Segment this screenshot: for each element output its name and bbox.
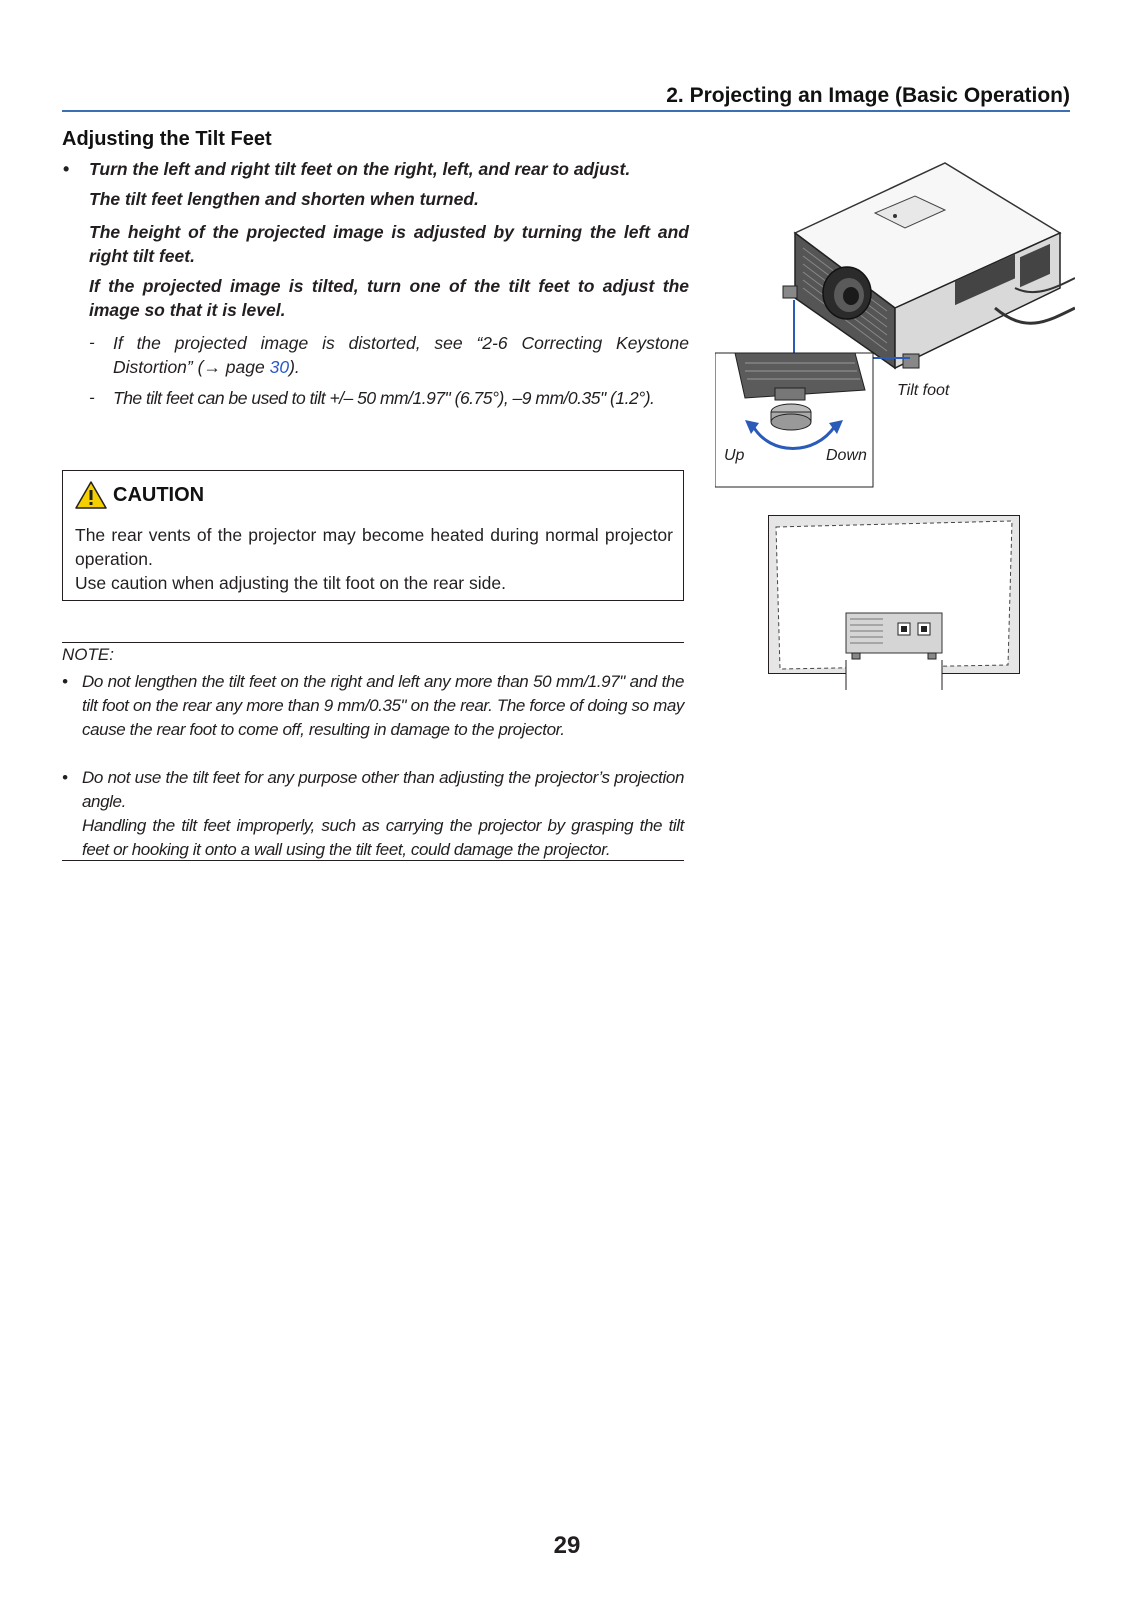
- projector-tilt-foot-illustration: [715, 158, 1075, 503]
- dash-marker: -: [89, 388, 95, 407]
- instruction-line-2: The tilt feet lengthen and shorten when turned.: [89, 189, 479, 209]
- caution-box: [62, 470, 684, 601]
- tilt-foot-label: Tilt foot: [897, 382, 950, 399]
- instruction-paragraph-2: The height of the projected image is adjusted by turning the left and right tilt feet.: [89, 222, 689, 266]
- up-label: Up: [724, 447, 745, 464]
- caution-line-2: Use caution when adjusting the tilt foot on the rear side.: [75, 573, 506, 593]
- dash-marker: -: [89, 333, 95, 352]
- projected-image-illustration: [768, 515, 1020, 690]
- caution-label: CAUTION: [113, 483, 205, 506]
- header-rule: [62, 110, 1070, 112]
- keystone-reference-text: If the projected image is distorted, see “2-6 Correcting Keystone Distortion” (→ page: [113, 333, 689, 377]
- note-item-2-continued: Handling the tilt feet improperly, such as carrying the projector by grasping the tilt feet or hooking it onto a wall using the tilt feet, could damage the projector.: [82, 816, 684, 859]
- keystone-reference-close: ).: [289, 357, 300, 377]
- page-number: 29: [553, 1532, 581, 1559]
- note-rule-bottom: [62, 860, 684, 861]
- tilt-range-text: The tilt feet can be used to tilt +/– 50 mm/1.97" (6.75°), –9 mm/0.35" (1.2°).: [113, 388, 655, 408]
- caution-heading: [75, 481, 204, 509]
- instruction-paragraph-3: If the projected image is tilted, turn one of the tilt feet to adjust the image so that it is level.: [89, 276, 689, 320]
- note-bullet: •: [62, 768, 68, 787]
- note-rule-top: [62, 642, 684, 643]
- note-bullet: •: [62, 672, 68, 691]
- note-label: NOTE:: [62, 645, 114, 664]
- caution-text: [75, 523, 673, 595]
- instruction-line-1: Turn the left and right tilt feet on the right, left, and rear to adjust.: [89, 159, 631, 179]
- bullet: •: [63, 159, 70, 179]
- running-header: 2. Projecting an Image (Basic Operation): [666, 84, 1070, 107]
- section-title: Adjusting the Tilt Feet: [62, 128, 272, 150]
- caution-line-1: The rear vents of the projector may become heated during normal projector operation.: [75, 525, 673, 569]
- note-item-2: Do not use the tilt feet for any purpose other than adjusting the projector’s projection angle.: [82, 768, 684, 811]
- warning-icon: [75, 481, 107, 509]
- keystone-reference: [113, 331, 689, 379]
- page-link[interactable]: 30: [269, 357, 290, 377]
- note-item-1: Do not lengthen the tilt feet on the right and left any more than 50 mm/1.97" and the tilt foot on the rear any more than 9 mm/0.35" on the rear. The force of doing so may cause the rear foot to come off, resulting in damage to the projector.: [82, 672, 684, 739]
- down-label: Down: [826, 447, 867, 464]
